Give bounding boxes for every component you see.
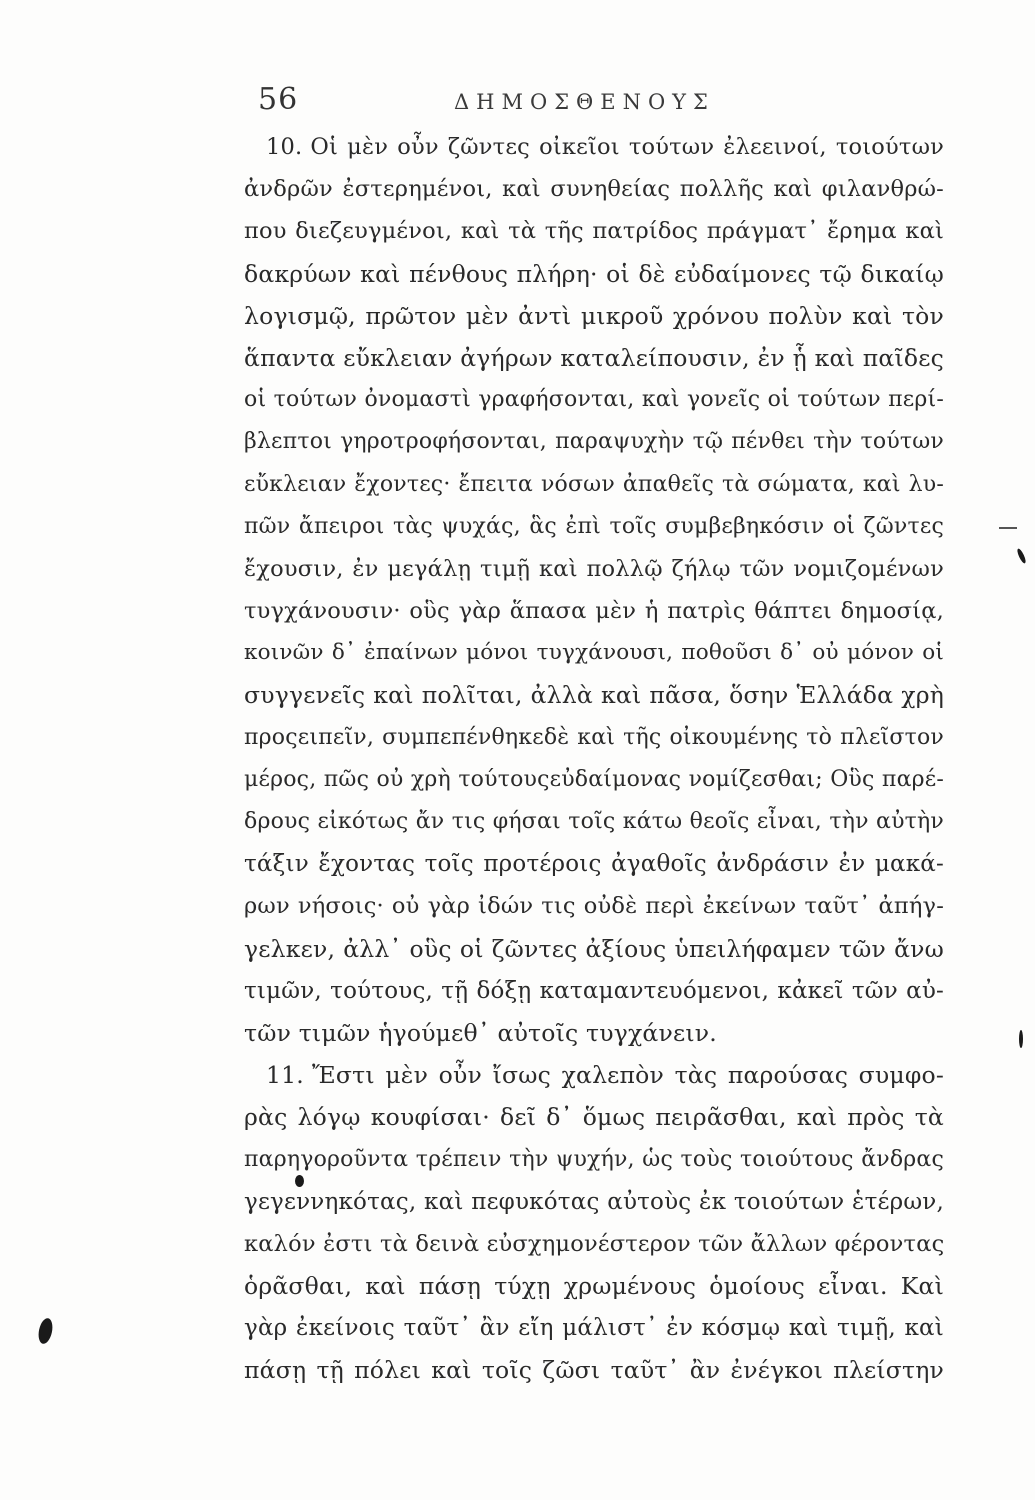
page-header <box>258 82 958 122</box>
text-line: τιμῶν, τούτους, τῇ δόξῃ καταμαντευόμενοι, κἀκεῖ τῶν αὐ- <box>244 977 944 1004</box>
text-line: βλεπτοι γηροτροφήσονται, παραψυχὴν τῷ πένθει τὴν τούτων <box>244 429 944 455</box>
text-line: καλόν ἐστι τὰ δεινὰ εὐσχημονέστερον τῶν ἄλλων φέροντας <box>244 1230 945 1257</box>
margin-mark <box>999 527 1017 529</box>
text-line: 10. Οἱ μὲν οὖν ζῶντες οἰκεῖοι τούτων ἐλεεινοί, τοιούτων <box>266 134 944 160</box>
text-line: γὰρ ἐκείνοις ταῦτ᾽ ἂν εἴη μάλιστ᾽ ἐν κόσμῳ καὶ τιμῇ, καὶ <box>244 1315 944 1342</box>
ink-speck <box>295 1175 304 1187</box>
text-line: πάσῃ τῇ πόλει καὶ τοῖς ζῶσι ταῦτ᾽ ἂν ἐνέγκοι πλείστην <box>244 1356 944 1385</box>
text-line: που διεζευγμένοι, καὶ τὰ τῆς πατρίδος πράγματ᾽ ἔρημα καὶ <box>244 218 944 245</box>
text-line: τυγχάνουσιν· οὓς γὰρ ἅπασα μὲν ἡ πατρὶς θάπτει δημοσίᾳ, <box>244 598 944 625</box>
paragraph-number: 10. <box>266 134 303 160</box>
text-line: 11. Ἔστι μὲν οὖν ἴσως χαλεπὸν τὰς παρούσας συμφο- <box>266 1061 944 1090</box>
text-line: ρων νήσοις· οὐ γὰρ ἰδών τις οὐδὲ περὶ ἐκείνων ταῦτ᾽ ἀπήγ- <box>244 893 944 920</box>
text-line: ἔχουσιν, ἐν μεγάλῃ τιμῇ καὶ πολλῷ ζήλῳ τῶν νομιζομένων <box>244 555 944 582</box>
text-line: προςειπεῖν, συμπεπένθηκεδὲ καὶ τῆς οἰκουμένης τὸ πλεῖστον <box>244 724 944 750</box>
text-line: τάξιν ἔχοντας τοῖς προτέροις ἀγαθοῖς ἀνδράσιν ἐν μακά- <box>244 851 944 878</box>
text-line: λογισμῷ, πρῶτον μὲν ἀντὶ μικροῦ χρόνου πολὺν καὶ τὸν <box>244 301 944 330</box>
ink-speck <box>1016 548 1027 565</box>
ink-speck <box>1019 1030 1023 1048</box>
text-line: δρους εἰκότως ἄν τις φήσαι τοῖς κάτω θεοῖς εἶναι, τὴν αὐτὴν <box>244 809 944 834</box>
text-line: παρηγοροῦντα τρέπειν τὴν ψυχήν, ὡς τοὺς τοιούτους ἄνδρας <box>244 1146 944 1172</box>
text-line: οἱ τούτων ὀνομαστὶ γραφήσονται, καὶ γονεῖς οἱ τούτων περί- <box>244 387 944 413</box>
text-line: εὔκλειαν ἔχοντες· ἔπειτα νόσων ἀπαθεῖς τὰ σώματα, καὶ λυ- <box>244 471 944 497</box>
text-line: τῶν τιμῶν ἡγούμεθ᾽ αὐτοῖς τυγχάνειν. <box>244 1018 717 1047</box>
paragraph-number: 11. <box>266 1061 304 1090</box>
text-line: ἅπαντα εὔκλειαν ἀγήρων καταλείπουσιν, ἐν ᾗ καὶ παῖδες <box>244 343 944 372</box>
page-number: 56 <box>258 82 299 117</box>
text-line: ὁρᾶσθαι, καὶ πάσῃ τύχῃ χρωμένους ὁμοίους εἶναι. Καὶ <box>244 1272 944 1301</box>
text-line: πῶν ἄπειροι τὰς ψυχάς, ἃς ἐπὶ τοῖς συμβεβηκόσιν οἱ ζῶντες <box>244 513 944 539</box>
text-line: δακρύων καὶ πένθους πλήρη· οἱ δὲ εὐδαίμονες τῷ δικαίῳ <box>244 259 944 288</box>
ink-blot <box>36 1317 54 1345</box>
text-line: συγγενεῖς καὶ πολῖται, ἀλλὰ καὶ πᾶσα, ὅσην Ἑλλάδα χρὴ <box>244 681 944 710</box>
text-line: ρὰς λόγῳ κουφίσαι· δεῖ δ᾽ ὅμως πειρᾶσθαι, καὶ πρὸς τὰ <box>244 1103 944 1132</box>
main-text <box>244 126 944 1392</box>
text-line: γεγεννηκότας, καὶ πεφυκότας αὐτοὺς ἐκ τοιούτων ἑτέρων, <box>244 1188 944 1215</box>
text-line: γελκεν, ἀλλ᾽ οὓς οἱ ζῶντες ἀξίους ὑπειλήφαμεν τῶν ἄνω <box>244 934 944 963</box>
text-line: ἀνδρῶν ἐστερημένοι, καὶ συνηθείας πολλῆς καὶ φιλανθρώ- <box>244 176 944 203</box>
text-line: μέρος, πῶς οὐ χρὴ τούτουςεὐδαίμονας νομίζεσθαι; Οὓς παρέ- <box>244 766 944 792</box>
text-line: κοινῶν δ᾽ ἐπαίνων μόνοι τυγχάνουσι, ποθοῦσι δ᾽ οὐ μόνον οἱ <box>244 640 944 666</box>
running-head: ΔΗΜΟΣΘΕΝΟΥΣ <box>454 90 715 114</box>
